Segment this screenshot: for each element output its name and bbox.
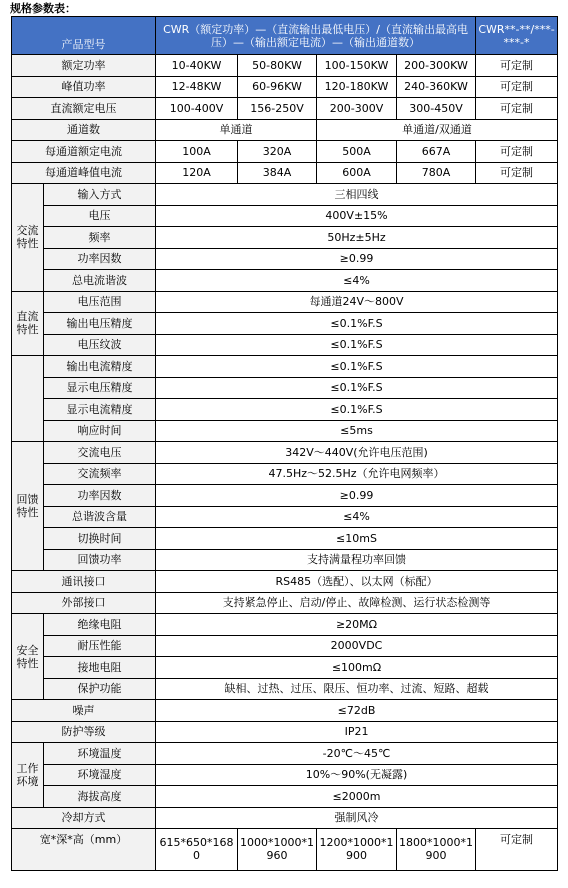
row-label: 切换时间: [44, 528, 156, 550]
cell: 可定制: [476, 162, 558, 184]
cell: 600A: [317, 162, 397, 184]
cell: 100A: [156, 141, 238, 163]
row-ac-pf: [12, 248, 558, 270]
group-blank: [12, 356, 44, 442]
row-ch-rated-current: [12, 141, 558, 163]
row-dc-range: [12, 291, 558, 313]
row-label: 环境温度: [44, 743, 156, 765]
row-fb-ac-f: [12, 463, 558, 485]
row-label: 宽*深*高（mm）: [12, 829, 156, 871]
row-label: 防护等级: [12, 721, 156, 743]
row-ch-peak-current: [12, 162, 558, 184]
row-fb-ac-v: [12, 442, 558, 464]
row-label: 电压: [44, 205, 156, 227]
cell: 单通道/双通道: [317, 119, 558, 141]
row-ac-thd: [12, 270, 558, 292]
cell: 每通道24V～800V: [156, 291, 558, 313]
row-label: 峰值功率: [12, 76, 156, 98]
cell: ≤2000m: [156, 786, 558, 808]
cell: 400V±15%: [156, 205, 558, 227]
row-fb-power: [12, 549, 558, 571]
row-dc-voltage: [12, 98, 558, 120]
cell: IP21: [156, 721, 558, 743]
cell: 支持紧急停止、启动/停止、故障检测、运行状态检测等: [156, 592, 558, 614]
cell: 1800*1000*1900: [397, 829, 476, 871]
row-label: 每通道额定电流: [12, 141, 156, 163]
cell: ≤5ms: [156, 420, 558, 442]
row-label: 总电流谐波: [44, 270, 156, 292]
row-label: 功率因数: [44, 485, 156, 507]
cell: 1200*1000*1900: [317, 829, 397, 871]
row-label: 显示电压精度: [44, 377, 156, 399]
row-label: 显示电流精度: [44, 399, 156, 421]
cell: ≤10mS: [156, 528, 558, 550]
row-label: 接地电阻: [44, 657, 156, 679]
cell: ≤4%: [156, 270, 558, 292]
row-ext: [12, 592, 558, 614]
cell: 47.5Hz～52.5Hz（允许电网频率）: [156, 463, 558, 485]
row-fb-thd: [12, 506, 558, 528]
cell: ≥0.99: [156, 485, 558, 507]
cell: 300-450V: [397, 98, 476, 120]
cell: 100-150KW: [317, 55, 397, 77]
row-label: 绝缘电阻: [44, 614, 156, 636]
cell: 可定制: [476, 141, 558, 163]
row-peak-power: [12, 76, 558, 98]
cell: 单通道: [156, 119, 317, 141]
cell: 156-250V: [238, 98, 317, 120]
row-label: 输出电流精度: [44, 356, 156, 378]
group-dc: 直流特性: [12, 291, 44, 356]
group-safety: 安全特性: [12, 614, 44, 700]
cell: ≤0.1%F.S: [156, 399, 558, 421]
group-env: 工作环境: [12, 743, 44, 808]
cell: 可定制: [476, 55, 558, 77]
cell: ≤0.1%F.S: [156, 377, 558, 399]
row-ac-voltage: [12, 205, 558, 227]
row-noise: [12, 700, 558, 722]
cell: 342V～440V(允许电压范围): [156, 442, 558, 464]
cell: 320A: [238, 141, 317, 163]
cell: 10-40KW: [156, 55, 238, 77]
cell: 200-300KW: [397, 55, 476, 77]
header-row: [12, 17, 558, 55]
cell: 三相四线: [156, 184, 558, 206]
row-cooling: [12, 807, 558, 829]
cell: 50-80KW: [238, 55, 317, 77]
row-dc-i-accuracy: [12, 356, 558, 378]
row-env-humidity: [12, 764, 558, 786]
cell: 780A: [397, 162, 476, 184]
cell: 100-400V: [156, 98, 238, 120]
row-env-temp: [12, 743, 558, 765]
header-model: 产品型号: [12, 17, 156, 55]
row-label: 回馈功率: [44, 549, 156, 571]
cell: 240-360KW: [397, 76, 476, 98]
row-label: 冷却方式: [12, 807, 156, 829]
header-desc: CWR（额定功率）—（直流输出最低电压）/（直流输出最高电压）—（输出额定电流）—（输出通道数）: [156, 17, 476, 55]
row-size: [12, 829, 558, 871]
row-safety-protect: [12, 678, 558, 700]
cell: ≥20MΩ: [156, 614, 558, 636]
row-label: 直流额定电压: [12, 98, 156, 120]
row-label: 电压范围: [44, 291, 156, 313]
row-ip: [12, 721, 558, 743]
row-dc-v-accuracy: [12, 313, 558, 335]
row-label: 频率: [44, 227, 156, 249]
row-label: 通道数: [12, 119, 156, 141]
cell: 可定制: [476, 829, 558, 871]
cell: 120A: [156, 162, 238, 184]
group-feedback: 回馈特性: [12, 442, 44, 571]
cell: 200-300V: [317, 98, 397, 120]
cell: 12-48KW: [156, 76, 238, 98]
cell: RS485（选配）、以太网（标配）: [156, 571, 558, 593]
row-ac-input: [12, 184, 558, 206]
cell: ≤100mΩ: [156, 657, 558, 679]
row-label: 海拔高度: [44, 786, 156, 808]
cell: 10%～90%(无凝露): [156, 764, 558, 786]
header-custom: CWR**-**/***-***-*: [476, 17, 558, 55]
cell: ≤72dB: [156, 700, 558, 722]
cell: 60-96KW: [238, 76, 317, 98]
spec-table: [11, 16, 558, 871]
row-comm: [12, 571, 558, 593]
row-dc-disp-i: [12, 399, 558, 421]
cell: 500A: [317, 141, 397, 163]
row-rated-power: [12, 55, 558, 77]
row-label: 交流电压: [44, 442, 156, 464]
cell: 缺相、过热、过压、限压、恒功率、过流、短路、超载: [156, 678, 558, 700]
cell: 可定制: [476, 76, 558, 98]
group-ac: 交流特性: [12, 184, 44, 292]
cell: ≤4%: [156, 506, 558, 528]
row-dc-ripple: [12, 334, 558, 356]
row-dc-response: [12, 420, 558, 442]
cell: 50Hz±5Hz: [156, 227, 558, 249]
cell: -20℃～45℃: [156, 743, 558, 765]
row-fb-switch: [12, 528, 558, 550]
row-label: 外部接口: [12, 592, 156, 614]
row-safety-insulation: [12, 614, 558, 636]
cell: 667A: [397, 141, 476, 163]
cell: 384A: [238, 162, 317, 184]
row-ac-frequency: [12, 227, 558, 249]
cell: ≤0.1%F.S: [156, 313, 558, 335]
row-label: 耐压性能: [44, 635, 156, 657]
cell: 1000*1000*1960: [238, 829, 317, 871]
cell: 2000VDC: [156, 635, 558, 657]
row-label: 噪声: [12, 700, 156, 722]
cell: 支持满量程功率回馈: [156, 549, 558, 571]
cell: ≤0.1%F.S: [156, 334, 558, 356]
cell: 615*650*1680: [156, 829, 238, 871]
row-label: 电压纹波: [44, 334, 156, 356]
row-fb-pf: [12, 485, 558, 507]
row-channels: [12, 119, 558, 141]
row-safety-ground: [12, 657, 558, 679]
cell: ≥0.99: [156, 248, 558, 270]
page-title: 规格参数表：: [10, 2, 76, 15]
row-label: 通讯接口: [12, 571, 156, 593]
row-label: 保护功能: [44, 678, 156, 700]
row-label: 环境湿度: [44, 764, 156, 786]
row-label: 响应时间: [44, 420, 156, 442]
row-label: 每通道峰值电流: [12, 162, 156, 184]
row-label: 额定功率: [12, 55, 156, 77]
row-label: 交流频率: [44, 463, 156, 485]
row-safety-withstand: [12, 635, 558, 657]
row-label: 总谐波含量: [44, 506, 156, 528]
row-label: 输入方式: [44, 184, 156, 206]
row-label: 功率因数: [44, 248, 156, 270]
row-dc-disp-v: [12, 377, 558, 399]
cell: 120-180KW: [317, 76, 397, 98]
cell: 强制风冷: [156, 807, 558, 829]
row-env-altitude: [12, 786, 558, 808]
row-label: 输出电压精度: [44, 313, 156, 335]
cell: 可定制: [476, 98, 558, 120]
cell: ≤0.1%F.S: [156, 356, 558, 378]
